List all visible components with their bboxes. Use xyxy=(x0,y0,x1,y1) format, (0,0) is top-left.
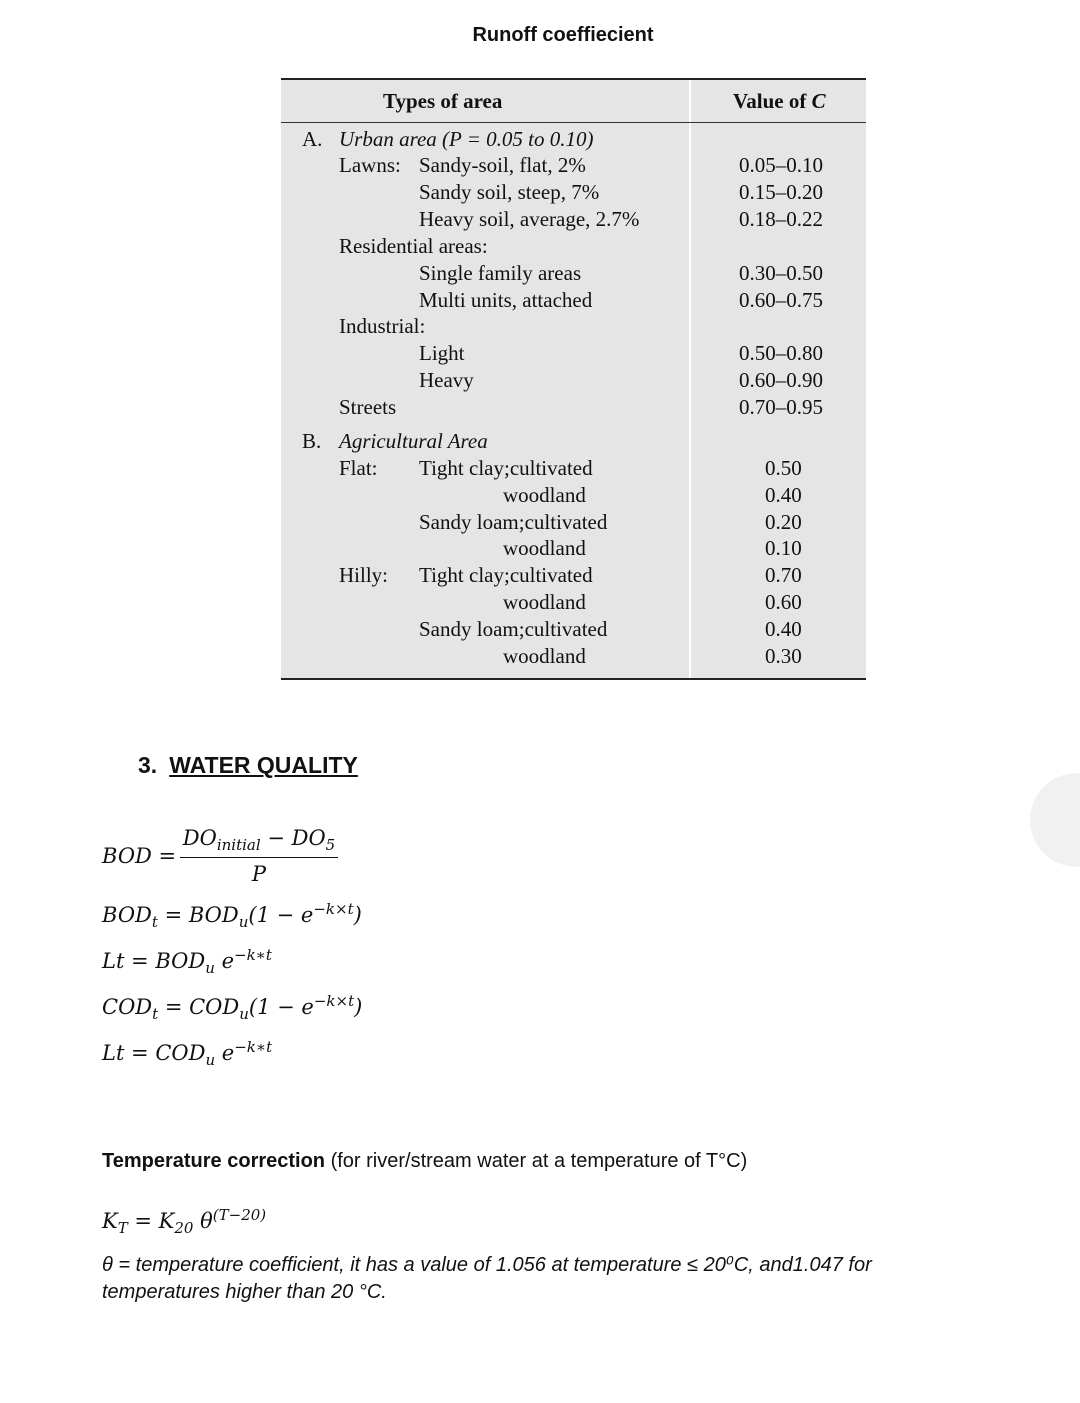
table-value: 0.18–0.22 xyxy=(739,207,823,231)
bod-formula-lhs: BOD = xyxy=(102,844,177,868)
lt-bod-formula xyxy=(102,946,272,977)
table-row: woodland xyxy=(503,590,586,614)
f2-a-sub: u xyxy=(205,959,215,978)
table-value: 0.30–0.50 xyxy=(739,261,823,285)
column-separator xyxy=(689,80,691,678)
table-row: woodland xyxy=(503,536,586,560)
f4-sup: −k∗t xyxy=(234,1038,273,1056)
header-value xyxy=(733,88,826,114)
do5-symbol: − DO xyxy=(260,826,326,850)
do5-sub: 5 xyxy=(325,836,336,855)
table-row: Sandy loam;cultivated xyxy=(419,617,608,641)
f3-a: COD xyxy=(102,995,153,1019)
f3-d: ) xyxy=(354,995,363,1019)
table-row: Heavy soil, average, 2.7% xyxy=(419,207,640,231)
table-value: 0.70 xyxy=(765,563,802,587)
table-value: 0.10 xyxy=(765,536,802,560)
industrial-label: Industrial: xyxy=(339,314,426,338)
f4-a: Lt = COD xyxy=(102,1041,206,1065)
do-symbol: DO xyxy=(182,826,217,850)
table-row: woodland xyxy=(503,483,586,507)
bod-numerator xyxy=(180,826,338,858)
f1-sup: −k×t xyxy=(313,900,354,918)
table-value: 0.60–0.90 xyxy=(739,368,823,392)
page-title: Runoff coeffiecient xyxy=(472,24,654,46)
f1-b-sub: u xyxy=(238,913,249,932)
table-row: Heavy xyxy=(419,368,474,392)
table-value: 0.40 xyxy=(765,617,802,641)
floating-scroll-button[interactable] xyxy=(1030,773,1080,867)
table-row: Tight clay;cultivated xyxy=(419,563,593,587)
f3-b: = COD xyxy=(158,995,240,1019)
table-value: 0.50–0.80 xyxy=(739,341,823,365)
header-value-var: C xyxy=(811,89,826,113)
kt-sup: (T−20) xyxy=(212,1206,267,1224)
f1-d: ) xyxy=(353,903,362,927)
kt-sub: T xyxy=(117,1219,128,1238)
do-initial-sub: initial xyxy=(216,836,261,855)
bodt-formula xyxy=(102,900,362,931)
table-row: Sandy soil, steep, 7% xyxy=(419,180,600,204)
bod-denominator: P xyxy=(251,862,267,887)
table-row: Tight clay;cultivated xyxy=(419,456,593,480)
f2-c: e xyxy=(214,949,234,973)
section-title: WATER QUALITY xyxy=(169,752,358,778)
f3-c: (1 − e xyxy=(248,995,314,1019)
table-value: 0.60–0.75 xyxy=(739,288,823,312)
kt-c: θ xyxy=(193,1209,213,1233)
table-value: 0.15–0.20 xyxy=(739,180,823,204)
f3-sup: −k×t xyxy=(313,992,355,1010)
table-row: woodland xyxy=(503,644,586,668)
f1-a-sub: t xyxy=(151,913,158,932)
f2-a: Lt = BOD xyxy=(102,949,206,973)
runoff-coefficient-table xyxy=(281,78,866,680)
header-rule xyxy=(281,122,866,123)
f3-a-sub: t xyxy=(152,1005,159,1024)
table-value: 0.40 xyxy=(765,483,802,507)
streets-label: Streets xyxy=(339,395,397,419)
theta-note: θ = temperature coefficient, it has a value of 1.056 at temperature ≤ 20⁰C, and1.047 for temperatures higher than 20 °C. xyxy=(102,1254,872,1303)
hilly-label: Hilly: xyxy=(339,563,389,587)
kt-sub2: 20 xyxy=(174,1219,194,1238)
table-row: Single family areas xyxy=(419,261,582,285)
table-row: Sandy-soil, flat, 2% xyxy=(419,153,586,177)
residential-label: Residential areas: xyxy=(339,234,488,258)
section-number: 3. xyxy=(138,752,158,778)
table-value: 0.50 xyxy=(765,456,802,480)
agri-label: Agricultural Area xyxy=(339,429,488,453)
lawns-label: Lawns: xyxy=(339,153,401,177)
codt-formula xyxy=(102,992,362,1023)
kt-b: = K xyxy=(127,1209,175,1233)
f4-a-sub: u xyxy=(205,1051,216,1070)
table-value: 0.70–0.95 xyxy=(739,395,823,419)
table-value: 0.20 xyxy=(765,510,802,534)
kt-a: K xyxy=(102,1209,118,1233)
f3-b-sub: u xyxy=(239,1005,249,1024)
bod-fraction xyxy=(180,826,338,886)
header-value-text: Value of xyxy=(733,89,812,113)
table-value: 0.30 xyxy=(765,644,802,668)
header-types: Types of area xyxy=(383,89,503,113)
temperature-heading xyxy=(102,1150,747,1173)
table-value: 0.60 xyxy=(765,590,802,614)
f2-sup: −k∗t xyxy=(234,946,272,964)
lt-cod-formula xyxy=(102,1038,272,1069)
urban-prefix: A. xyxy=(302,127,323,151)
f1-b: = BOD xyxy=(157,903,239,927)
section-heading xyxy=(138,752,358,779)
agri-prefix: B. xyxy=(302,429,322,453)
f1-a: BOD xyxy=(102,903,152,927)
temperature-heading-rest: (for river/stream water at a temperature of T°C) xyxy=(325,1150,748,1172)
table-row: Multi units, attached xyxy=(419,288,593,312)
f4-c: e xyxy=(215,1041,235,1065)
f1-c: (1 − e xyxy=(248,903,314,927)
kt-formula xyxy=(102,1206,266,1237)
temperature-heading-bold: Temperature correction xyxy=(102,1150,326,1172)
flat-label: Flat: xyxy=(339,456,378,480)
urban-label: Urban area (P = 0.05 to 0.10) xyxy=(339,127,594,151)
table-row: Light xyxy=(419,341,465,365)
table-value: 0.05–0.10 xyxy=(739,153,823,177)
table-row: Sandy loam;cultivated xyxy=(419,510,608,534)
